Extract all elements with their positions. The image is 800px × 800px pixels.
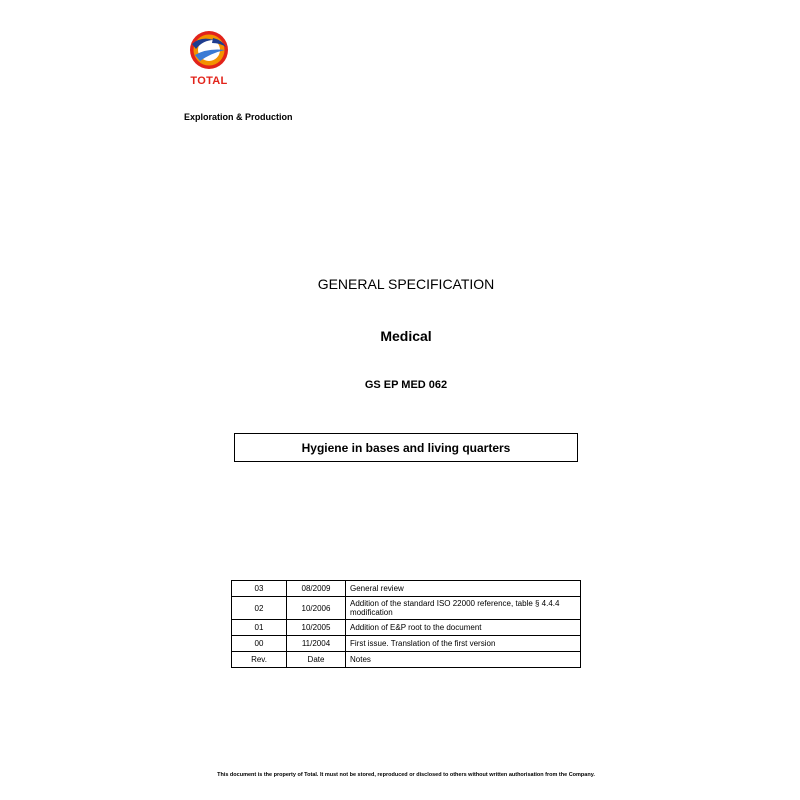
total-logo-icon	[187, 28, 231, 72]
revision-number: 03	[232, 581, 287, 597]
document-title: Hygiene in bases and living quarters	[301, 440, 511, 455]
table-row	[232, 597, 581, 620]
document-type: GENERAL SPECIFICATION	[317, 276, 495, 292]
table-row	[232, 620, 581, 636]
revision-number: 01	[232, 620, 287, 636]
revision-date: 11/2004	[287, 636, 346, 652]
company-logo	[183, 28, 235, 90]
revision-number: 00	[232, 636, 287, 652]
revision-table	[231, 580, 581, 668]
confidentiality-footer: This document is the property of Total. It must not be stored, reproduced or disclosed to others without written authorisation from the Company.	[217, 772, 595, 778]
table-row	[232, 581, 581, 597]
division-label: Exploration & Production	[184, 112, 293, 122]
document-title-box	[234, 433, 578, 462]
revision-number: 02	[232, 597, 287, 620]
document-reference: GS EP MED 062	[364, 379, 448, 391]
logo-wordmark: TOTAL	[190, 75, 228, 87]
header-rev: Rev.	[232, 652, 287, 668]
table-row	[232, 636, 581, 652]
revision-notes: General review	[346, 581, 581, 597]
revision-date: 10/2005	[287, 620, 346, 636]
document-subject: Medical	[380, 328, 432, 344]
revision-notes: Addition of the standard ISO 22000 reference, table § 4.4.4 modification	[346, 597, 581, 620]
revision-notes: Addition of E&P root to the document	[346, 620, 581, 636]
header-date: Date	[287, 652, 346, 668]
table-header-row	[232, 652, 581, 668]
revision-notes: First issue. Translation of the first version	[346, 636, 581, 652]
revision-date: 08/2009	[287, 581, 346, 597]
header-notes: Notes	[346, 652, 581, 668]
revision-date: 10/2006	[287, 597, 346, 620]
